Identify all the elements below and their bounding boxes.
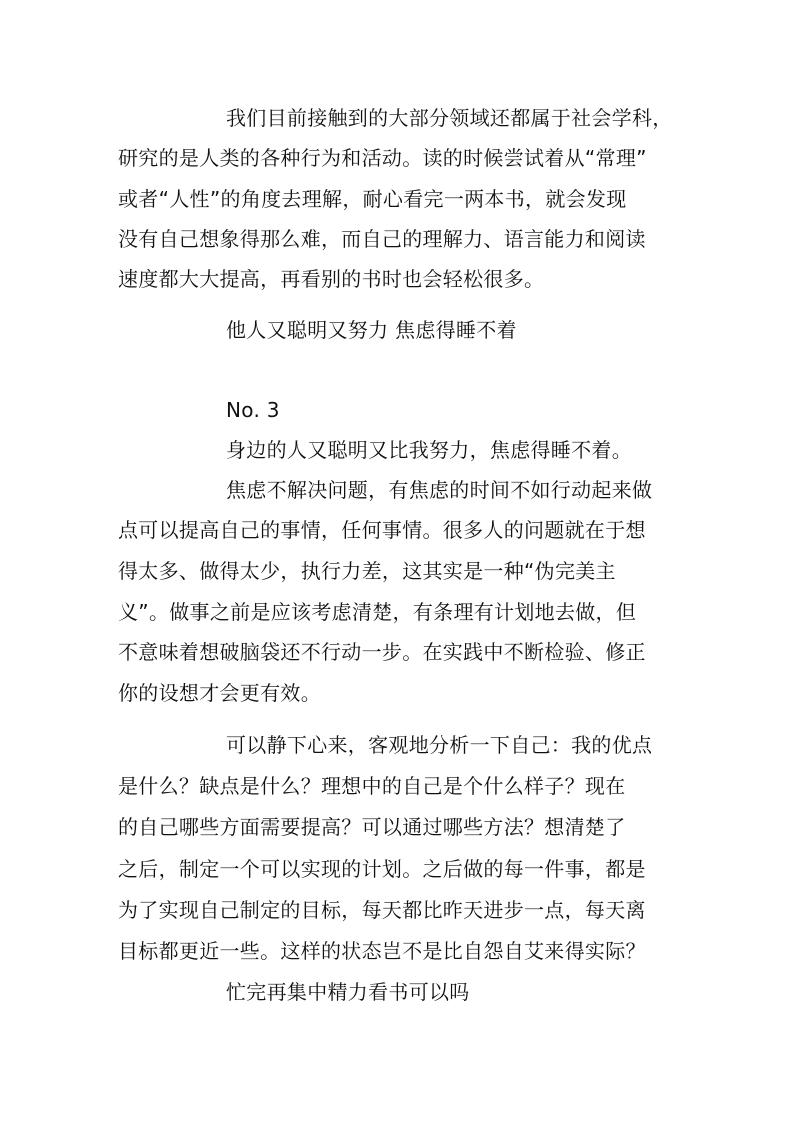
paragraph-3-line-2: 是什么？缺点是什么？理想中的自己是个什么样子？现在: [118, 774, 626, 798]
paragraph-2-line-6: 你的设想才会更有效。: [118, 681, 321, 705]
paragraph-3-line-6: 目标都更近一些。这样的状态岂不是比自怨自艾来得实际？: [118, 939, 646, 963]
paragraph-1-line-1: 我们目前接触到的大部分领域还都属于社会学科，: [226, 106, 673, 130]
paragraph-2-line-2: 点可以提高自己的事情，任何事情。很多人的问题就在于想: [118, 518, 646, 542]
paragraph-1-line-2: 研究的是人类的各种行为和活动。读的时候尝试着从“常理”: [118, 146, 647, 170]
section-heading-2: 忙完再集中精力看书可以吗: [226, 980, 470, 1004]
question-number: No. 3: [226, 398, 280, 422]
paragraph-1-line-3: 或者“人性”的角度去理解，耐心看完一两本书，就会发现: [118, 187, 627, 211]
paragraph-2-line-4: 义”。做事之前是应该考虑清楚，有条理有计划地去做，但: [118, 600, 637, 624]
paragraph-3-line-4: 之后，制定一个可以实现的计划。之后做的每一件事，都是: [118, 857, 646, 881]
paragraph-3-line-1: 可以静下心来，客观地分析一下自己：我的优点: [226, 733, 653, 757]
section-heading-1: 他人又聪明又努力 焦虑得睡不着: [226, 318, 517, 342]
paragraph-3-line-5: 为了实现自己制定的目标，每天都比昨天进步一点，每天离: [118, 898, 646, 922]
paragraph-2-line-3: 得太多、做得太少，执行力差，这其实是一种“伪完美主: [118, 559, 616, 583]
paragraph-2-line-1: 焦虑不解决问题，有焦虑的时间不如行动起来做: [226, 478, 653, 502]
question-text: 身边的人又聪明又比我努力，焦虑得睡不着。: [226, 438, 632, 462]
paragraph-3-line-3: 的自己哪些方面需要提高？可以通过哪些方法？想清楚了: [118, 815, 626, 839]
paragraph-2-line-5: 不意味着想破脑袋还不行动一步。在实践中不断检验、修正: [118, 640, 646, 664]
paragraph-1-line-4: 没有自己想象得那么难，而自己的理解力、语言能力和阅读: [118, 227, 646, 251]
paragraph-1-line-5: 速度都大大提高，再看别的书时也会轻松很多。: [118, 267, 545, 291]
